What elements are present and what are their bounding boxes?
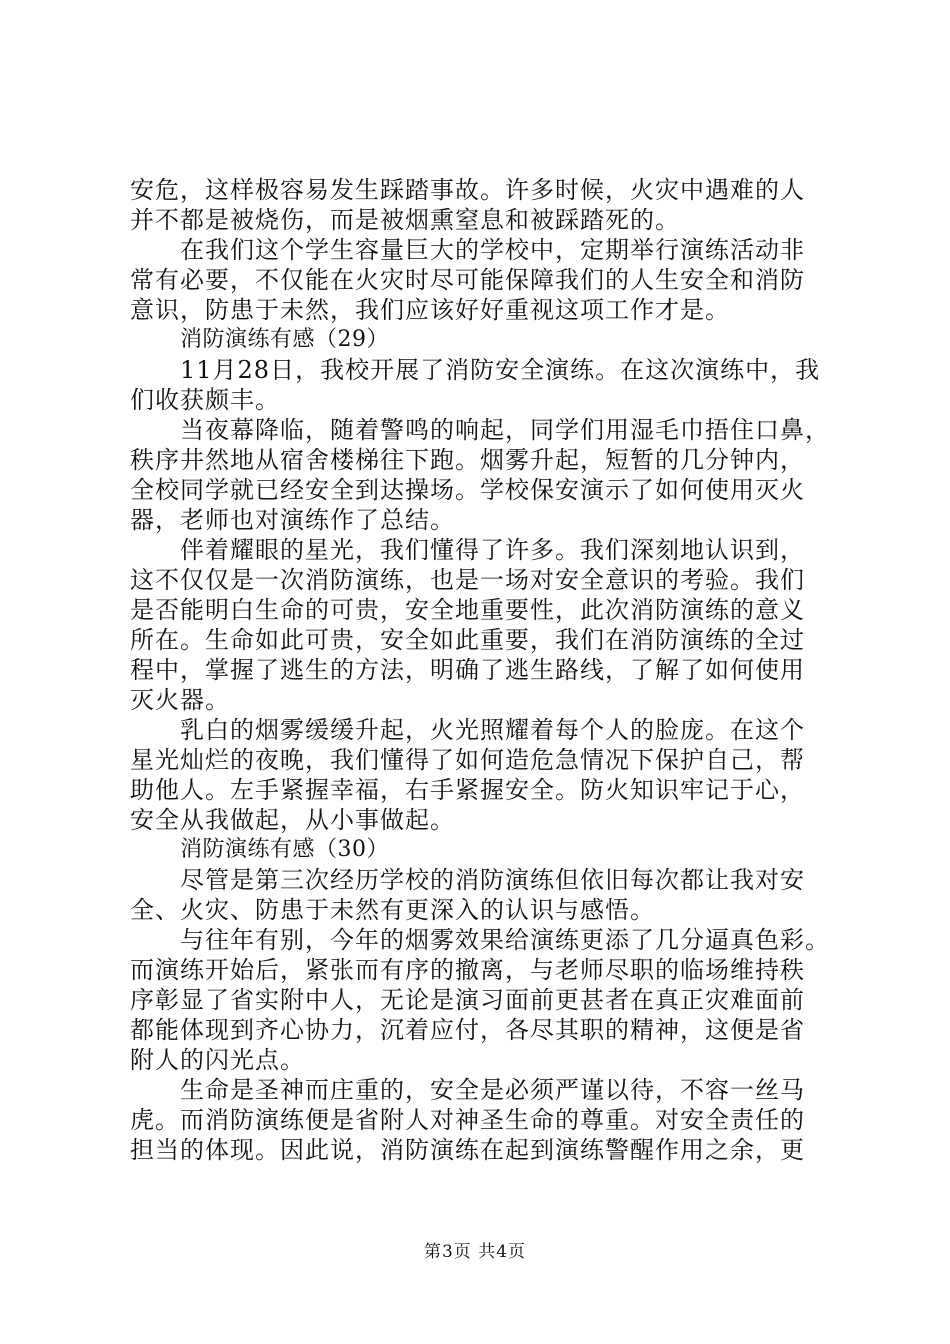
text-line: 程中，掌握了逃生的方法，明确了逃生路线，了解了如何使用 xyxy=(130,656,805,684)
text-line: 当夜幕降临，随着警鸣的响起，同学们用湿毛巾捂住口鼻， xyxy=(180,416,830,444)
text-line: 序彰显了省实附中人，无论是演习面前更甚者在真正灾难面前 xyxy=(130,986,805,1014)
text-line: 所在。生命如此可贵，安全如此重要，我们在消防演练的全过 xyxy=(130,626,805,654)
section-heading: 消防演练有感（29） xyxy=(180,327,389,352)
page-number: 第3页 共4页 xyxy=(423,1242,527,1262)
text-line: 在我们这个学生容量巨大的学校中，定期举行演练活动非 xyxy=(180,236,805,264)
text-line: 这不仅仅是一次消防演练，也是一场对安全意识的考验。我们 xyxy=(130,566,805,594)
text-line: 乳白的烟雾缓缓升起，火光照耀着每个人的脸庞。在这个 xyxy=(180,716,805,744)
text-line: 安全从我做起，从小事做起。 xyxy=(130,806,455,834)
text-line: 常有必要，不仅能在火灾时尽可能保障我们的人生安全和消防 xyxy=(130,266,805,294)
text-line: 生命是圣神而庄重的，安全是必须严谨以待，不容一丝马 xyxy=(180,1076,805,1104)
text-line: 们收获颇丰。 xyxy=(130,386,280,414)
text-line: 附人的闪光点。 xyxy=(130,1046,305,1074)
text-line: 是否能明白生命的可贵，安全地重要性，此次消防演练的意义 xyxy=(130,596,805,624)
text-line: 灭火器。 xyxy=(130,686,230,714)
text-line: 星光灿烂的夜晚，我们懂得了如何造危急情况下保护自己，帮 xyxy=(130,746,805,774)
text-line: 虎。而消防演练便是省附人对神圣生命的尊重。对安全责任的 xyxy=(130,1106,805,1134)
text-line: 秩序井然地从宿舍楼梯往下跑。烟雾升起，短暂的几分钟内， xyxy=(130,446,805,474)
text-line: 全校同学就已经安全到达操场。学校保安演示了如何使用灭火 xyxy=(130,476,805,504)
text-line: 并不都是被烧伤，而是被烟熏窒息和被踩踏死的。 xyxy=(130,206,680,234)
text-line: 意识，防患于未然，我们应该好好重视这项工作才是。 xyxy=(130,296,730,324)
text-line: 全、火灾、防患于未然有更深入的认识与感悟。 xyxy=(130,896,655,924)
text-line: 助他人。左手紧握幸福，右手紧握安全。防火知识牢记于心， xyxy=(130,776,805,804)
text-line: 担当的体现。因此说，消防演练在起到演练警醒作用之余，更 xyxy=(130,1136,805,1164)
text-line: 伴着耀眼的星光，我们懂得了许多。我们深刻地认识到， xyxy=(180,536,805,564)
text-line: 尽管是第三次经历学校的消防演练但依旧每次都让我对安 xyxy=(180,866,805,894)
section-heading: 消防演练有感（30） xyxy=(180,837,389,862)
text-line: 器，老师也对演练作了总结。 xyxy=(130,506,455,534)
text-line: 都能体现到齐心协力，沉着应付，各尽其职的精神，这便是省 xyxy=(130,1016,805,1044)
text-line: 而演练开始后，紧张而有序的撤离，与老师尽职的临场维持秩 xyxy=(130,956,805,984)
text-line: 11月28日，我校开展了消防安全演练。在这次演练中，我 xyxy=(180,356,821,384)
text-line: 与往年有别，今年的烟雾效果给演练更添了几分逼真色彩。 xyxy=(180,926,830,954)
text-line: 安危，这样极容易发生踩踏事故。许多时候，火灾中遇难的人 xyxy=(130,176,805,204)
